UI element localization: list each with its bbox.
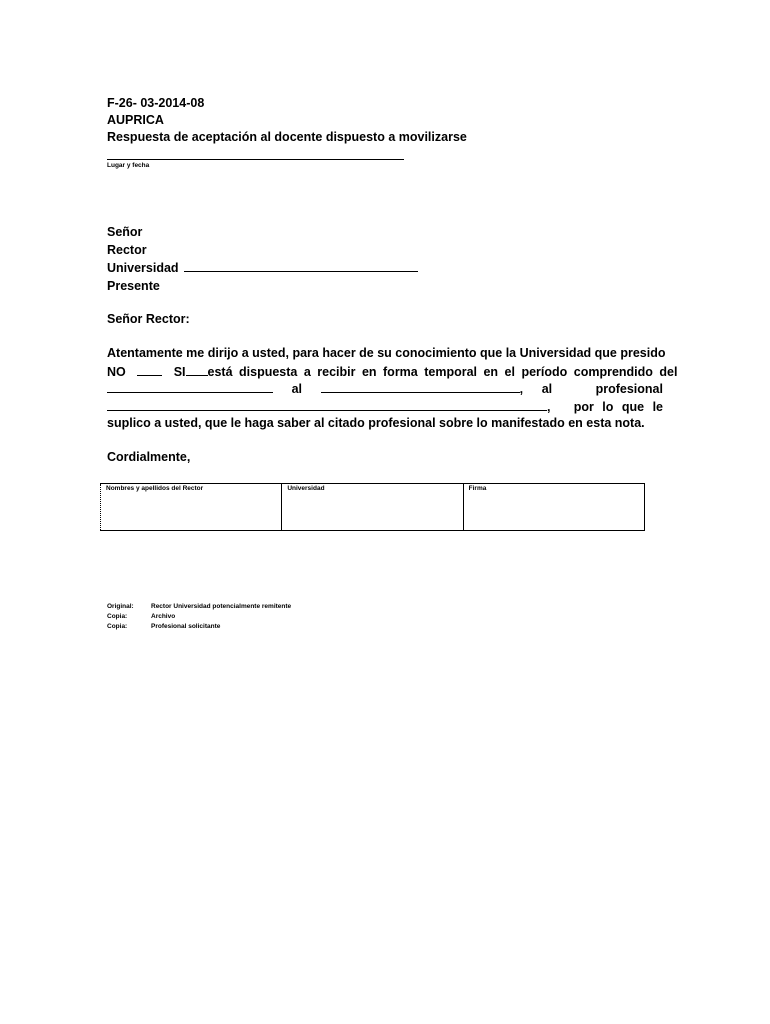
body-line-1 — [107, 345, 666, 363]
addressee-university — [107, 259, 418, 278]
university-blank[interactable] — [184, 259, 418, 272]
signature-cell[interactable]: Firma — [463, 484, 644, 531]
si-label: SI — [173, 364, 186, 379]
al-label: al — [291, 382, 303, 396]
body-line-5 — [107, 415, 663, 433]
list-item: Copia: Archivo — [107, 613, 176, 620]
period-start-blank[interactable] — [107, 380, 273, 393]
body-line-4: , por lo que le — [107, 398, 663, 416]
salutation: Señor Rector: — [107, 312, 190, 326]
table-row — [101, 484, 645, 531]
professional-name-blank[interactable] — [107, 398, 547, 411]
university-cell[interactable]: Universidad — [282, 484, 463, 531]
university-label: Universidad — [107, 261, 179, 275]
document-header — [107, 95, 467, 146]
place-date-line[interactable] — [107, 159, 404, 160]
period-end-blank[interactable] — [321, 380, 520, 393]
body-line-3: al , al profesional — [107, 380, 663, 398]
no-label: NO — [107, 364, 126, 379]
list-item: Original: Rector Universidad potencialmente remitente — [107, 603, 292, 610]
body-line-2-text: está dispuesta a recibir en forma temporal en el período comprendido del — [207, 364, 678, 379]
form-code: F-26- 03-2014-08 — [107, 96, 205, 110]
document-title: Respuesta de aceptación al docente dispuesto a movilizarse — [107, 130, 467, 144]
si-blank[interactable] — [186, 363, 208, 376]
addressee-title: Señor — [107, 225, 143, 239]
body-line-1-text: Atentamente me dirijo a usted, para hacer de su conocimiento que la Universidad que presido — [107, 346, 666, 360]
body-line-2 — [107, 363, 678, 381]
rector-name-cell[interactable]: Nombres y apellidos del Rector — [101, 484, 282, 531]
closing: Cordialmente, — [107, 450, 191, 464]
organization-name: AUPRICA — [107, 113, 164, 127]
addressee-block — [107, 224, 418, 295]
body-line-4-tail: por lo que le — [573, 399, 663, 414]
place-date-label: Lugar y fecha — [107, 162, 150, 169]
list-item: Copia: Profesional solicitante — [107, 623, 221, 630]
letter-body — [107, 345, 678, 433]
signature-table — [100, 483, 645, 531]
addressee-rector: Rector — [107, 242, 147, 257]
body-line-5-text: suplico a usted, que le haga saber al citado profesional sobre lo manifestado en esta nota. — [107, 416, 645, 430]
no-blank[interactable] — [137, 363, 162, 376]
distribution-list — [107, 602, 291, 632]
profesional-label: al profesional — [541, 382, 663, 396]
addressee-presente: Presente — [107, 278, 160, 293]
